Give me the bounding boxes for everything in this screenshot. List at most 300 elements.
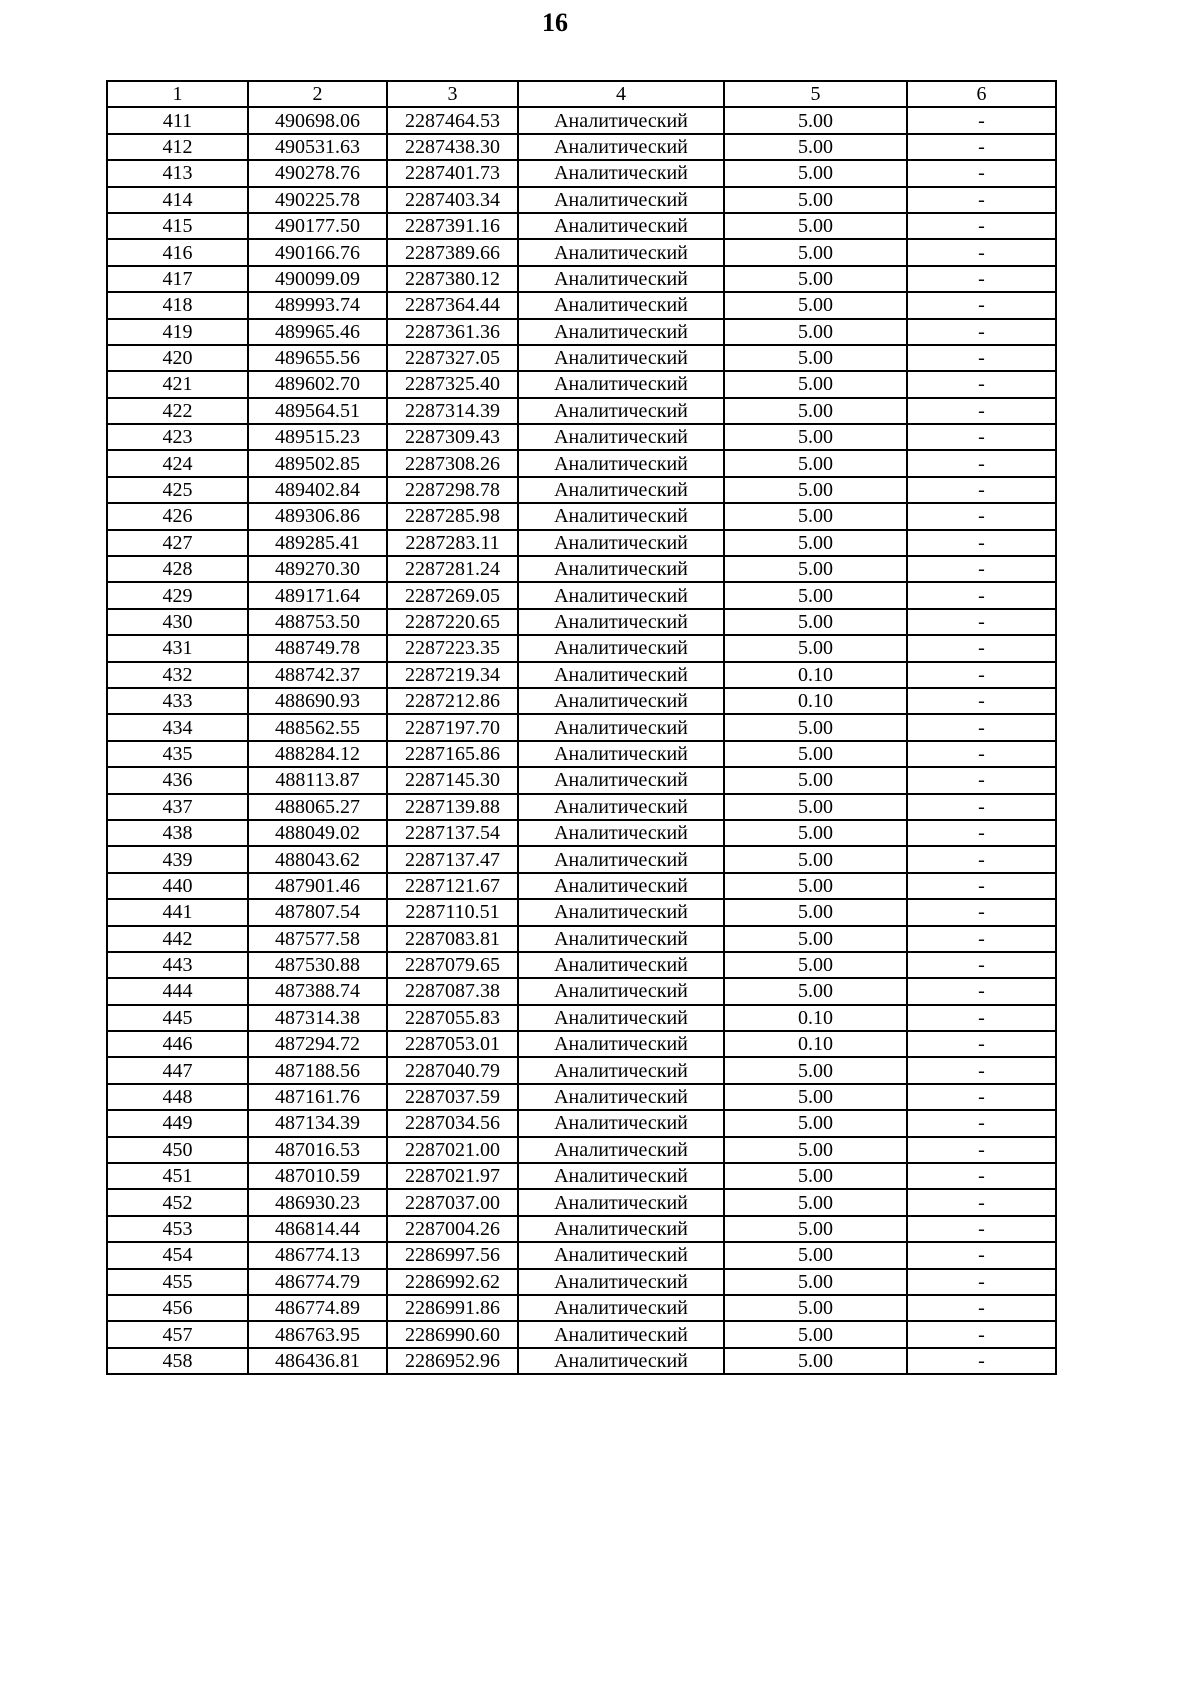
- method-cell: Аналитический: [518, 1163, 724, 1189]
- note-cell: -: [907, 477, 1056, 503]
- accuracy-cell: 5.00: [724, 503, 907, 529]
- table-row: [107, 1216, 1056, 1242]
- table-row: [107, 635, 1056, 661]
- method-cell: Аналитический: [518, 345, 724, 371]
- method-cell: Аналитический: [518, 319, 724, 345]
- y-coordinate-cell: 2287083.81: [387, 926, 518, 952]
- x-coordinate-cell: 489602.70: [248, 371, 387, 397]
- accuracy-cell: 5.00: [724, 319, 907, 345]
- y-coordinate-cell: 2287281.24: [387, 556, 518, 582]
- note-cell: -: [907, 820, 1056, 846]
- x-coordinate-cell: 489285.41: [248, 530, 387, 556]
- x-coordinate-cell: 489171.64: [248, 582, 387, 608]
- table-row: [107, 1295, 1056, 1321]
- method-cell: Аналитический: [518, 398, 724, 424]
- x-coordinate-cell: 488742.37: [248, 662, 387, 688]
- method-cell: Аналитический: [518, 662, 724, 688]
- y-coordinate-cell: 2287391.16: [387, 213, 518, 239]
- method-cell: Аналитический: [518, 926, 724, 952]
- accuracy-cell: 5.00: [724, 187, 907, 213]
- method-cell: Аналитический: [518, 820, 724, 846]
- accuracy-cell: 5.00: [724, 1137, 907, 1163]
- accuracy-cell: 5.00: [724, 1110, 907, 1136]
- y-coordinate-cell: 2287361.36: [387, 319, 518, 345]
- point-number-cell: 423: [107, 424, 248, 450]
- method-cell: Аналитический: [518, 371, 724, 397]
- table-row: [107, 371, 1056, 397]
- method-cell: Аналитический: [518, 239, 724, 265]
- note-cell: -: [907, 635, 1056, 661]
- point-number-cell: 411: [107, 107, 248, 133]
- point-number-cell: 453: [107, 1216, 248, 1242]
- x-coordinate-cell: 486814.44: [248, 1216, 387, 1242]
- point-number-cell: 448: [107, 1084, 248, 1110]
- point-number-cell: 428: [107, 556, 248, 582]
- note-cell: -: [907, 1242, 1056, 1268]
- coordinates-table: [106, 80, 1057, 1375]
- method-cell: Аналитический: [518, 873, 724, 899]
- point-number-cell: 444: [107, 978, 248, 1004]
- y-coordinate-cell: 2287285.98: [387, 503, 518, 529]
- column-header: 2: [248, 81, 387, 107]
- accuracy-cell: 5.00: [724, 952, 907, 978]
- accuracy-cell: 5.00: [724, 1348, 907, 1374]
- y-coordinate-cell: 2287137.47: [387, 846, 518, 872]
- table-row: [107, 1269, 1056, 1295]
- y-coordinate-cell: 2287219.34: [387, 662, 518, 688]
- note-cell: -: [907, 873, 1056, 899]
- y-coordinate-cell: 2286997.56: [387, 1242, 518, 1268]
- accuracy-cell: 5.00: [724, 1295, 907, 1321]
- y-coordinate-cell: 2287165.86: [387, 741, 518, 767]
- table-row: [107, 873, 1056, 899]
- y-coordinate-cell: 2287380.12: [387, 266, 518, 292]
- method-cell: Аналитический: [518, 1031, 724, 1057]
- table-row: [107, 1189, 1056, 1215]
- table-row: [107, 1242, 1056, 1268]
- accuracy-cell: 0.10: [724, 1031, 907, 1057]
- method-cell: Аналитический: [518, 160, 724, 186]
- point-number-cell: 418: [107, 292, 248, 318]
- table-row: [107, 662, 1056, 688]
- point-number-cell: 442: [107, 926, 248, 952]
- note-cell: -: [907, 662, 1056, 688]
- y-coordinate-cell: 2286952.96: [387, 1348, 518, 1374]
- x-coordinate-cell: 486774.79: [248, 1269, 387, 1295]
- method-cell: Аналитический: [518, 107, 724, 133]
- note-cell: -: [907, 767, 1056, 793]
- accuracy-cell: 5.00: [724, 160, 907, 186]
- x-coordinate-cell: 489564.51: [248, 398, 387, 424]
- y-coordinate-cell: 2287403.34: [387, 187, 518, 213]
- method-cell: Аналитический: [518, 1005, 724, 1031]
- x-coordinate-cell: 487016.53: [248, 1137, 387, 1163]
- table-row: [107, 1084, 1056, 1110]
- method-cell: Аналитический: [518, 213, 724, 239]
- table-row: [107, 1005, 1056, 1031]
- note-cell: -: [907, 846, 1056, 872]
- method-cell: Аналитический: [518, 1348, 724, 1374]
- x-coordinate-cell: 490099.09: [248, 266, 387, 292]
- note-cell: -: [907, 582, 1056, 608]
- x-coordinate-cell: 490177.50: [248, 213, 387, 239]
- accuracy-cell: 5.00: [724, 741, 907, 767]
- x-coordinate-cell: 487807.54: [248, 899, 387, 925]
- x-coordinate-cell: 490225.78: [248, 187, 387, 213]
- y-coordinate-cell: 2287309.43: [387, 424, 518, 450]
- table-body: [107, 81, 1056, 1374]
- accuracy-cell: 5.00: [724, 371, 907, 397]
- y-coordinate-cell: 2287139.88: [387, 794, 518, 820]
- point-number-cell: 451: [107, 1163, 248, 1189]
- x-coordinate-cell: 488049.02: [248, 820, 387, 846]
- x-coordinate-cell: 487134.39: [248, 1110, 387, 1136]
- method-cell: Аналитический: [518, 503, 724, 529]
- point-number-cell: 454: [107, 1242, 248, 1268]
- point-number-cell: 416: [107, 239, 248, 265]
- table-row: [107, 1348, 1056, 1374]
- method-cell: Аналитический: [518, 767, 724, 793]
- accuracy-cell: 5.00: [724, 926, 907, 952]
- method-cell: Аналитический: [518, 1110, 724, 1136]
- table-row: [107, 319, 1056, 345]
- x-coordinate-cell: 486763.95: [248, 1321, 387, 1347]
- x-coordinate-cell: 488065.27: [248, 794, 387, 820]
- note-cell: -: [907, 1348, 1056, 1374]
- accuracy-cell: 5.00: [724, 213, 907, 239]
- table-row: [107, 741, 1056, 767]
- y-coordinate-cell: 2287283.11: [387, 530, 518, 556]
- point-number-cell: 426: [107, 503, 248, 529]
- table-row: [107, 424, 1056, 450]
- accuracy-cell: 5.00: [724, 1163, 907, 1189]
- point-number-cell: 450: [107, 1137, 248, 1163]
- accuracy-cell: 5.00: [724, 1321, 907, 1347]
- note-cell: -: [907, 1269, 1056, 1295]
- point-number-cell: 455: [107, 1269, 248, 1295]
- method-cell: Аналитический: [518, 1321, 724, 1347]
- table-row: [107, 239, 1056, 265]
- y-coordinate-cell: 2287438.30: [387, 134, 518, 160]
- x-coordinate-cell: 487577.58: [248, 926, 387, 952]
- y-coordinate-cell: 2287269.05: [387, 582, 518, 608]
- y-coordinate-cell: 2287220.65: [387, 609, 518, 635]
- y-coordinate-cell: 2287389.66: [387, 239, 518, 265]
- point-number-cell: 449: [107, 1110, 248, 1136]
- accuracy-cell: 5.00: [724, 292, 907, 318]
- table-row: [107, 160, 1056, 186]
- table-row: [107, 266, 1056, 292]
- column-header: 3: [387, 81, 518, 107]
- point-number-cell: 438: [107, 820, 248, 846]
- accuracy-cell: 5.00: [724, 530, 907, 556]
- x-coordinate-cell: 489515.23: [248, 424, 387, 450]
- point-number-cell: 412: [107, 134, 248, 160]
- y-coordinate-cell: 2287308.26: [387, 450, 518, 476]
- method-cell: Аналитический: [518, 1137, 724, 1163]
- x-coordinate-cell: 487010.59: [248, 1163, 387, 1189]
- note-cell: -: [907, 1137, 1056, 1163]
- x-coordinate-cell: 490278.76: [248, 160, 387, 186]
- point-number-cell: 452: [107, 1189, 248, 1215]
- y-coordinate-cell: 2286990.60: [387, 1321, 518, 1347]
- table-row: [107, 714, 1056, 740]
- x-coordinate-cell: 487530.88: [248, 952, 387, 978]
- note-cell: -: [907, 926, 1056, 952]
- point-number-cell: 440: [107, 873, 248, 899]
- point-number-cell: 436: [107, 767, 248, 793]
- y-coordinate-cell: 2287314.39: [387, 398, 518, 424]
- point-number-cell: 447: [107, 1057, 248, 1083]
- table-row: [107, 1031, 1056, 1057]
- y-coordinate-cell: 2287053.01: [387, 1031, 518, 1057]
- table-row: [107, 1057, 1056, 1083]
- table-row: [107, 952, 1056, 978]
- accuracy-cell: 5.00: [724, 1189, 907, 1215]
- accuracy-cell: 5.00: [724, 582, 907, 608]
- note-cell: -: [907, 1216, 1056, 1242]
- point-number-cell: 429: [107, 582, 248, 608]
- note-cell: -: [907, 714, 1056, 740]
- method-cell: Аналитический: [518, 952, 724, 978]
- page-number: 16: [542, 8, 568, 37]
- table-row: [107, 134, 1056, 160]
- point-number-cell: 437: [107, 794, 248, 820]
- table-row: [107, 187, 1056, 213]
- accuracy-cell: 5.00: [724, 767, 907, 793]
- table-row: [107, 213, 1056, 239]
- accuracy-cell: 5.00: [724, 424, 907, 450]
- y-coordinate-cell: 2287197.70: [387, 714, 518, 740]
- point-number-cell: 446: [107, 1031, 248, 1057]
- accuracy-cell: 5.00: [724, 635, 907, 661]
- note-cell: -: [907, 609, 1056, 635]
- y-coordinate-cell: 2287110.51: [387, 899, 518, 925]
- method-cell: Аналитический: [518, 609, 724, 635]
- table-row: [107, 345, 1056, 371]
- y-coordinate-cell: 2287223.35: [387, 635, 518, 661]
- note-cell: -: [907, 1031, 1056, 1057]
- accuracy-cell: 5.00: [724, 239, 907, 265]
- y-coordinate-cell: 2287137.54: [387, 820, 518, 846]
- accuracy-cell: 5.00: [724, 266, 907, 292]
- note-cell: -: [907, 187, 1056, 213]
- accuracy-cell: 5.00: [724, 714, 907, 740]
- method-cell: Аналитический: [518, 450, 724, 476]
- y-coordinate-cell: 2287055.83: [387, 1005, 518, 1031]
- x-coordinate-cell: 489965.46: [248, 319, 387, 345]
- table-row: [107, 582, 1056, 608]
- x-coordinate-cell: 489655.56: [248, 345, 387, 371]
- point-number-cell: 433: [107, 688, 248, 714]
- x-coordinate-cell: 488690.93: [248, 688, 387, 714]
- column-header: 5: [724, 81, 907, 107]
- x-coordinate-cell: 488562.55: [248, 714, 387, 740]
- table-row: [107, 899, 1056, 925]
- table-row: [107, 477, 1056, 503]
- point-number-cell: 441: [107, 899, 248, 925]
- note-cell: -: [907, 292, 1056, 318]
- point-number-cell: 425: [107, 477, 248, 503]
- point-number-cell: 420: [107, 345, 248, 371]
- note-cell: -: [907, 371, 1056, 397]
- method-cell: Аналитический: [518, 794, 724, 820]
- point-number-cell: 458: [107, 1348, 248, 1374]
- y-coordinate-cell: 2287298.78: [387, 477, 518, 503]
- table-row: [107, 820, 1056, 846]
- point-number-cell: 434: [107, 714, 248, 740]
- table-row: [107, 794, 1056, 820]
- accuracy-cell: 0.10: [724, 1005, 907, 1031]
- point-number-cell: 432: [107, 662, 248, 688]
- accuracy-cell: 5.00: [724, 1057, 907, 1083]
- point-number-cell: 419: [107, 319, 248, 345]
- table-row: [107, 1163, 1056, 1189]
- method-cell: Аналитический: [518, 424, 724, 450]
- table-row: [107, 503, 1056, 529]
- x-coordinate-cell: 487901.46: [248, 873, 387, 899]
- note-cell: -: [907, 266, 1056, 292]
- y-coordinate-cell: 2287401.73: [387, 160, 518, 186]
- column-header: 6: [907, 81, 1056, 107]
- point-number-cell: 413: [107, 160, 248, 186]
- note-cell: -: [907, 239, 1056, 265]
- table-header-row: [107, 81, 1056, 107]
- x-coordinate-cell: 487314.38: [248, 1005, 387, 1031]
- table-row: [107, 978, 1056, 1004]
- method-cell: Аналитический: [518, 1189, 724, 1215]
- x-coordinate-cell: 488753.50: [248, 609, 387, 635]
- table-row: [107, 688, 1056, 714]
- accuracy-cell: 5.00: [724, 873, 907, 899]
- table-row: [107, 1110, 1056, 1136]
- note-cell: -: [907, 398, 1056, 424]
- point-number-cell: 424: [107, 450, 248, 476]
- y-coordinate-cell: 2287040.79: [387, 1057, 518, 1083]
- note-cell: -: [907, 345, 1056, 371]
- method-cell: Аналитический: [518, 635, 724, 661]
- accuracy-cell: 5.00: [724, 609, 907, 635]
- column-header: 1: [107, 81, 248, 107]
- point-number-cell: 430: [107, 609, 248, 635]
- note-cell: -: [907, 213, 1056, 239]
- y-coordinate-cell: 2287021.97: [387, 1163, 518, 1189]
- method-cell: Аналитический: [518, 714, 724, 740]
- point-number-cell: 456: [107, 1295, 248, 1321]
- point-number-cell: 435: [107, 741, 248, 767]
- x-coordinate-cell: 490698.06: [248, 107, 387, 133]
- note-cell: -: [907, 1084, 1056, 1110]
- y-coordinate-cell: 2287364.44: [387, 292, 518, 318]
- point-number-cell: 457: [107, 1321, 248, 1347]
- x-coordinate-cell: 489306.86: [248, 503, 387, 529]
- method-cell: Аналитический: [518, 1084, 724, 1110]
- table-row: [107, 107, 1056, 133]
- table-row: [107, 398, 1056, 424]
- note-cell: -: [907, 1295, 1056, 1321]
- accuracy-cell: 5.00: [724, 794, 907, 820]
- note-cell: -: [907, 530, 1056, 556]
- y-coordinate-cell: 2287464.53: [387, 107, 518, 133]
- point-number-cell: 439: [107, 846, 248, 872]
- note-cell: -: [907, 1189, 1056, 1215]
- point-number-cell: 417: [107, 266, 248, 292]
- x-coordinate-cell: 488284.12: [248, 741, 387, 767]
- x-coordinate-cell: 486930.23: [248, 1189, 387, 1215]
- method-cell: Аналитический: [518, 741, 724, 767]
- y-coordinate-cell: 2287087.38: [387, 978, 518, 1004]
- accuracy-cell: 5.00: [724, 1269, 907, 1295]
- method-cell: Аналитический: [518, 688, 724, 714]
- x-coordinate-cell: 489993.74: [248, 292, 387, 318]
- table-row: [107, 530, 1056, 556]
- accuracy-cell: 5.00: [724, 556, 907, 582]
- note-cell: -: [907, 688, 1056, 714]
- accuracy-cell: 5.00: [724, 1084, 907, 1110]
- table-row: [107, 609, 1056, 635]
- method-cell: Аналитический: [518, 292, 724, 318]
- x-coordinate-cell: 487188.56: [248, 1057, 387, 1083]
- method-cell: Аналитический: [518, 134, 724, 160]
- y-coordinate-cell: 2287037.00: [387, 1189, 518, 1215]
- note-cell: -: [907, 1321, 1056, 1347]
- y-coordinate-cell: 2287037.59: [387, 1084, 518, 1110]
- method-cell: Аналитический: [518, 1295, 724, 1321]
- method-cell: Аналитический: [518, 1269, 724, 1295]
- table-row: [107, 556, 1056, 582]
- x-coordinate-cell: 490531.63: [248, 134, 387, 160]
- method-cell: Аналитический: [518, 266, 724, 292]
- table-row: [107, 292, 1056, 318]
- point-number-cell: 427: [107, 530, 248, 556]
- note-cell: -: [907, 503, 1056, 529]
- y-coordinate-cell: 2287212.86: [387, 688, 518, 714]
- accuracy-cell: 5.00: [724, 450, 907, 476]
- note-cell: -: [907, 1005, 1056, 1031]
- y-coordinate-cell: 2287004.26: [387, 1216, 518, 1242]
- accuracy-cell: 0.10: [724, 662, 907, 688]
- y-coordinate-cell: 2287034.56: [387, 1110, 518, 1136]
- note-cell: -: [907, 1163, 1056, 1189]
- note-cell: -: [907, 1057, 1056, 1083]
- method-cell: Аналитический: [518, 477, 724, 503]
- method-cell: Аналитический: [518, 1216, 724, 1242]
- note-cell: -: [907, 1110, 1056, 1136]
- note-cell: -: [907, 450, 1056, 476]
- note-cell: -: [907, 134, 1056, 160]
- y-coordinate-cell: 2287021.00: [387, 1137, 518, 1163]
- table-row: [107, 1321, 1056, 1347]
- x-coordinate-cell: 487294.72: [248, 1031, 387, 1057]
- note-cell: -: [907, 741, 1056, 767]
- y-coordinate-cell: 2287145.30: [387, 767, 518, 793]
- method-cell: Аналитический: [518, 530, 724, 556]
- point-number-cell: 415: [107, 213, 248, 239]
- x-coordinate-cell: 489270.30: [248, 556, 387, 582]
- accuracy-cell: 5.00: [724, 846, 907, 872]
- x-coordinate-cell: 487388.74: [248, 978, 387, 1004]
- x-coordinate-cell: 487161.76: [248, 1084, 387, 1110]
- y-coordinate-cell: 2286991.86: [387, 1295, 518, 1321]
- table-row: [107, 926, 1056, 952]
- note-cell: -: [907, 107, 1056, 133]
- point-number-cell: 414: [107, 187, 248, 213]
- note-cell: -: [907, 160, 1056, 186]
- note-cell: -: [907, 952, 1056, 978]
- method-cell: Аналитический: [518, 978, 724, 1004]
- x-coordinate-cell: 489402.84: [248, 477, 387, 503]
- accuracy-cell: 5.00: [724, 107, 907, 133]
